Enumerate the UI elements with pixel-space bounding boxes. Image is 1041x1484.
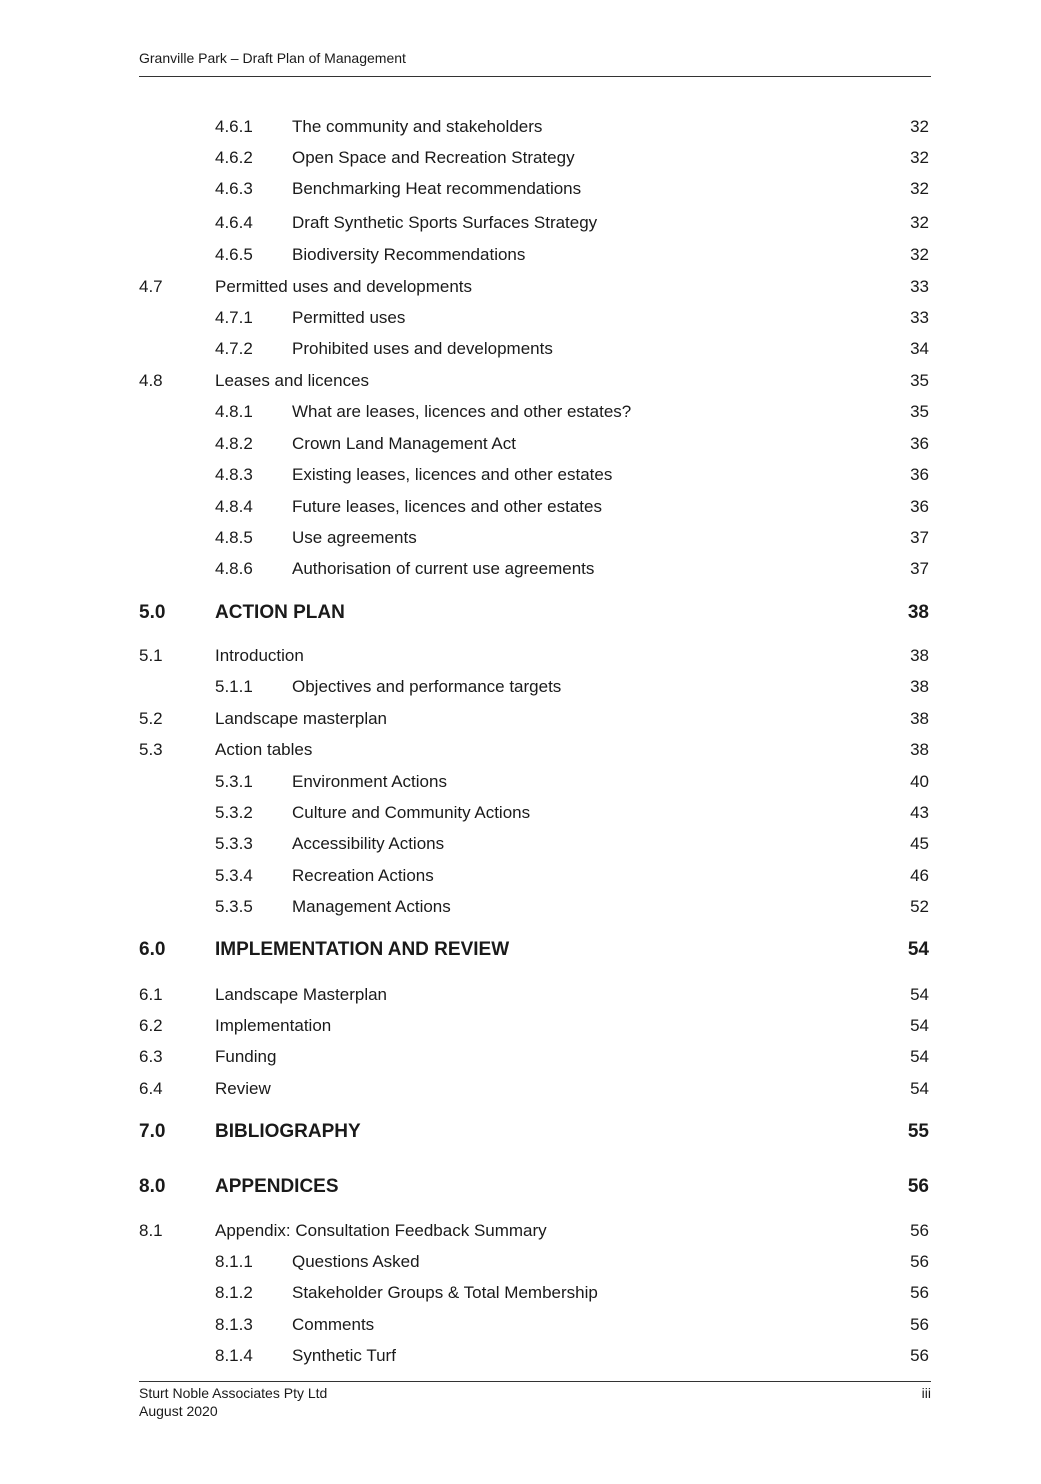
toc-entry[interactable] [139,1045,929,1069]
toc-entry[interactable] [139,864,929,888]
toc-page: 32 [910,213,929,232]
toc-section-heading[interactable] [139,601,929,625]
toc-entry[interactable] [139,337,929,361]
toc-page: 38 [910,709,929,728]
toc-title: Environment Actions [292,772,447,791]
toc-entry[interactable] [139,644,929,668]
toc-page: 36 [910,434,929,453]
toc-entry[interactable] [139,1313,929,1337]
toc-page: 54 [910,1079,929,1098]
toc-title: Recreation Actions [292,866,434,885]
toc-entry[interactable] [139,832,929,856]
toc-page: 33 [910,308,929,327]
toc-section-heading[interactable] [139,1175,929,1199]
toc-page: 43 [910,803,929,822]
toc-entry[interactable] [139,895,929,919]
toc-page: 40 [910,772,929,791]
footer-divider [139,1381,931,1382]
toc-section-heading[interactable] [139,1120,929,1144]
toc-number: 5.1.1 [215,677,253,696]
toc-number: 8.1 [139,1221,163,1240]
toc-title: Synthetic Turf [292,1346,396,1365]
toc-page: 36 [910,465,929,484]
toc-entry[interactable] [139,707,929,731]
toc-page: 38 [910,677,929,696]
toc-number: 8.1.2 [215,1283,253,1302]
toc-entry[interactable] [139,115,929,139]
toc-page: 32 [910,117,929,136]
toc-title: Leases and licences [215,371,370,390]
toc-page: 38 [907,602,929,623]
header-divider [139,76,931,77]
toc-page: 35 [910,402,929,421]
toc-number: 4.6.1 [215,117,253,136]
toc-title: Landscape masterplan [215,709,388,728]
toc-number: 4.6.5 [215,245,253,264]
toc-entry[interactable] [139,432,929,456]
toc-title: What are leases, licences and other estates? [292,402,632,421]
toc-title: IMPLEMENTATION AND REVIEW [215,939,510,960]
toc-page: 54 [907,939,929,960]
toc-title: Implementation [215,1016,332,1035]
toc-title: Landscape Masterplan [215,985,388,1004]
toc-number: 4.8.1 [215,402,253,421]
toc-title: Stakeholder Groups & Total Membership [292,1283,598,1302]
toc-number: 4.8.3 [215,465,253,484]
toc-number: 7.0 [139,1121,166,1142]
toc-entry[interactable] [139,177,929,201]
toc-page: 54 [910,1016,929,1035]
toc-number: 5.0 [139,602,166,623]
footer-info [139,1384,327,1420]
toc-number: 4.8.4 [215,497,253,516]
toc-title: Existing leases, licences and other estates [292,465,613,484]
toc-title: The community and stakeholders [292,117,543,136]
toc-title: Open Space and Recreation Strategy [292,148,575,167]
toc-title: Authorisation of current use agreements [292,559,595,578]
toc-number: 8.1.1 [215,1252,253,1271]
toc-number: 5.3.4 [215,866,253,885]
toc-number: 4.6.3 [215,179,253,198]
toc-entry[interactable] [139,146,929,170]
toc-number: 4.8.6 [215,559,253,578]
toc-page: 38 [910,740,929,759]
toc-number: 5.3.1 [215,772,253,791]
toc-page: 32 [910,179,929,198]
toc-title: Benchmarking Heat recommendations [292,179,582,198]
toc-entry[interactable] [139,1344,929,1368]
toc-title: Permitted uses [292,308,406,327]
toc-page: 56 [910,1346,929,1365]
toc-title: Comments [292,1315,375,1334]
toc-number: 5.3.2 [215,803,253,822]
toc-number: 6.4 [139,1079,163,1098]
toc-page: 56 [910,1283,929,1302]
toc-entry[interactable] [139,243,929,267]
toc-entry[interactable] [139,1250,929,1274]
toc-title: Introduction [215,646,304,665]
toc-entry[interactable] [139,463,929,487]
toc-title: Permitted uses and developments [215,277,473,296]
toc-page: 46 [910,866,929,885]
toc-title: Biodiversity Recommendations [292,245,526,264]
toc-page: 56 [910,1221,929,1240]
toc-entry[interactable] [139,1077,929,1101]
toc-page: 32 [910,148,929,167]
toc-page: 36 [910,497,929,516]
toc-page: 45 [910,834,929,853]
toc-title: Accessibility Actions [292,834,445,853]
toc-page: 38 [910,646,929,665]
toc-page: 37 [910,528,929,547]
toc-title: Draft Synthetic Sports Surfaces Strategy [292,213,598,232]
toc-entry[interactable] [139,400,929,424]
toc-entry[interactable] [139,306,929,330]
toc-page: 35 [910,371,929,390]
toc-entry[interactable] [139,738,929,762]
toc-number: 8.1.4 [215,1346,253,1365]
toc-number: 5.3 [139,740,163,759]
toc-number: 6.1 [139,985,163,1004]
toc-page: 34 [910,339,929,358]
toc-section-heading[interactable] [139,938,929,962]
toc-entry[interactable] [139,275,929,299]
toc-entry[interactable] [139,1281,929,1305]
toc-entry[interactable] [139,369,929,393]
toc-page: 55 [907,1121,929,1142]
toc-number: 4.6.4 [215,213,253,232]
toc-number: 8.0 [139,1176,166,1197]
toc-number: 5.1 [139,646,163,665]
toc-title: Management Actions [292,897,451,916]
toc-number: 4.8 [139,371,163,390]
toc-title: Questions Asked [292,1252,420,1271]
toc-number: 4.7.2 [215,339,253,358]
toc-title: Funding [215,1047,277,1066]
toc-entry[interactable] [139,526,929,550]
toc-title: Prohibited uses and developments [292,339,553,358]
toc-title: Culture and Community Actions [292,803,531,822]
toc-entry[interactable] [139,495,929,519]
toc-number: 5.3.5 [215,897,253,916]
toc-number: 4.7.1 [215,308,253,327]
toc-title: Action tables [215,740,313,759]
toc-number: 4.7 [139,277,163,296]
toc-page: 54 [910,985,929,1004]
toc-title: Use agreements [292,528,417,547]
toc-title: APPENDICES [215,1176,339,1197]
toc-number: 4.8.5 [215,528,253,547]
toc-entry[interactable] [139,1014,929,1038]
toc-number: 4.6.2 [215,148,253,167]
document-title: Granville Park – Draft Plan of Management [139,50,406,66]
toc-number: 6.0 [139,939,166,960]
toc-title: Appendix: Consultation Feedback Summary [215,1221,547,1240]
toc-entry[interactable] [139,801,929,825]
toc-title: Review [215,1079,271,1098]
toc-number: 5.3.3 [215,834,253,853]
toc-page: 32 [910,245,929,264]
toc-page: 37 [910,559,929,578]
footer-company: Sturt Noble Associates Pty Ltd [139,1385,328,1401]
toc-entry[interactable] [139,770,929,794]
toc-number: 5.2 [139,709,163,728]
footer-date: August 2020 [139,1403,218,1419]
toc-entry[interactable] [139,1219,929,1243]
toc-title: ACTION PLAN [215,602,345,623]
toc-title: Future leases, licences and other estates [292,497,602,516]
toc-page: 54 [910,1047,929,1066]
toc-number: 6.2 [139,1016,163,1035]
toc-title: BIBLIOGRAPHY [215,1121,361,1142]
toc-number: 8.1.3 [215,1315,253,1334]
toc-page: 56 [907,1176,929,1197]
toc-page: 33 [910,277,929,296]
toc-entry[interactable] [139,557,929,581]
footer-page-number: iii [921,1385,931,1401]
toc-number: 6.3 [139,1047,163,1066]
toc-page: 52 [910,897,929,916]
toc-title: Crown Land Management Act [292,434,516,453]
toc-entry[interactable] [139,211,929,235]
toc-number: 4.8.2 [215,434,253,453]
toc-title: Objectives and performance targets [292,677,562,696]
toc-page: 56 [910,1252,929,1271]
toc-entry[interactable] [139,983,929,1007]
toc-entry[interactable] [139,675,929,699]
toc-page: 56 [910,1315,929,1334]
